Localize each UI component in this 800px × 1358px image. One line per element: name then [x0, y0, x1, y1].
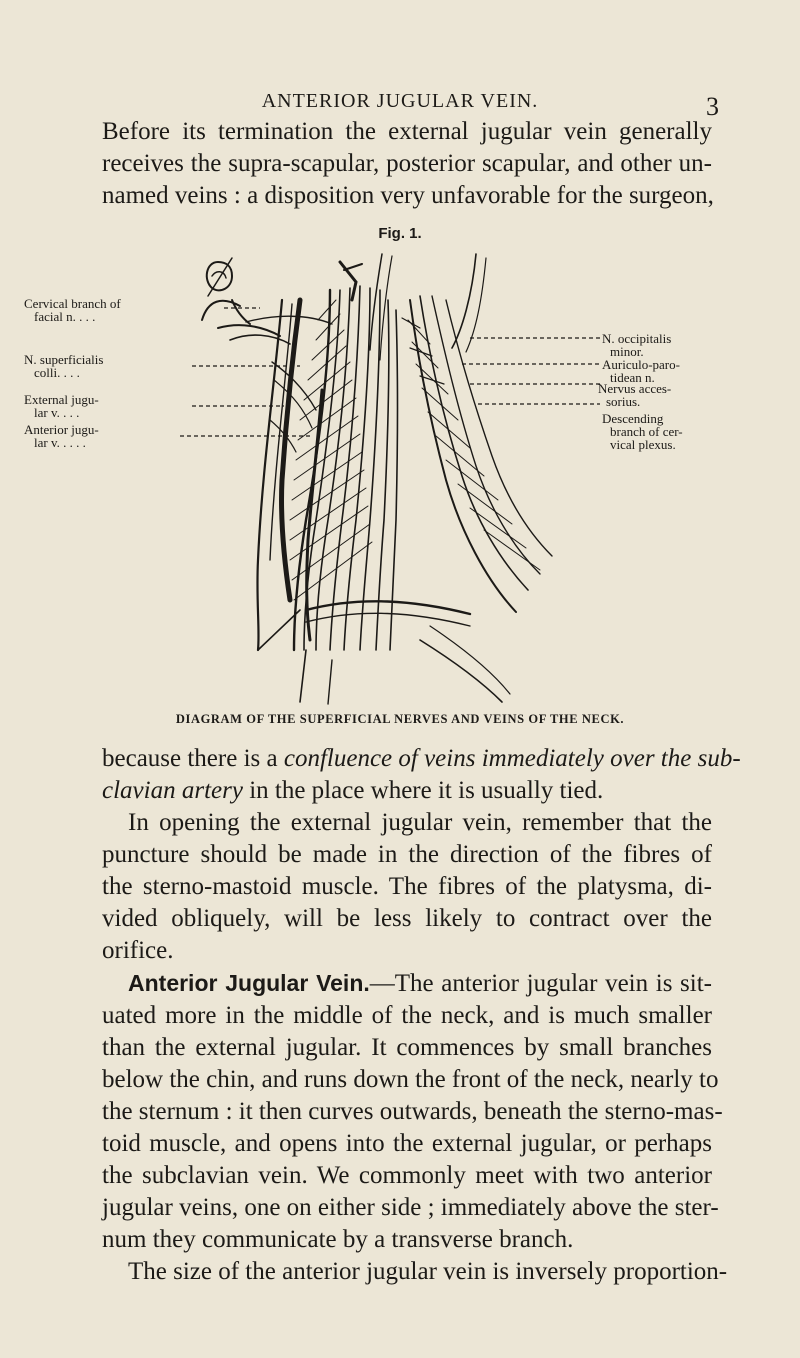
label-line: Auriculo-paro- — [602, 357, 680, 372]
text-line — [102, 743, 741, 775]
text-line: receives the supra-scapular, posterior scapular, and other un- — [102, 150, 712, 177]
text-run: in the place where it is usually tied. — [242, 777, 604, 804]
label-line: N. superficialis — [24, 352, 104, 367]
text-line: In opening the external jugular vein, remember that the — [128, 809, 712, 836]
label-descending-branch — [602, 412, 683, 451]
text-line: The size of the anterior jugular vein is inversely proportion- — [128, 1258, 728, 1285]
label-line: N. occipitalis — [602, 331, 672, 346]
figure-caption: DIAGRAM OF THE SUPERFICIAL NERVES AND VEINS OF THE NECK. — [175, 712, 625, 726]
figure-title: Fig. 1. — [378, 225, 422, 242]
label-line: minor. — [610, 344, 644, 359]
label-line: sorius. — [606, 394, 641, 409]
text-line: uated more in the middle of the neck, and is much smaller — [102, 1002, 712, 1029]
text-line: below the chin, and runs down the front of the neck, nearly to — [102, 1066, 719, 1093]
text-line: Before its termination the external jugular vein generally — [102, 118, 712, 145]
label-line: lar v. . . . — [34, 405, 80, 420]
label-line: colli. . . . — [34, 365, 80, 380]
label-line: Descending — [602, 411, 664, 426]
label-line: Nervus acces- — [598, 381, 672, 396]
text-line — [102, 775, 712, 807]
label-line: tidean n. — [610, 370, 655, 385]
label-external-jugular-vein — [24, 393, 99, 419]
running-title: ANTERIOR JUGULAR VEIN. — [261, 90, 539, 112]
label-line: Anterior jugu- — [24, 422, 99, 437]
text-run-italic: confluence of veins immediately over the sub- — [283, 745, 741, 772]
text-run-italic: clavian artery — [102, 777, 243, 804]
text-line: named veins : a disposition very unfavorable for the surgeon, — [102, 182, 714, 209]
text-line: the subclavian vein. We commonly meet with two anterior — [102, 1162, 712, 1189]
label-line: facial n. . . . — [34, 309, 96, 324]
paragraph-external-jugular — [102, 743, 741, 967]
text-line: orifice. — [102, 937, 174, 964]
text-line: vided obliquely, will be less likely to contract over the — [102, 905, 712, 932]
label-line: External jugu- — [24, 392, 99, 407]
label-n-occipitalis-minor — [602, 332, 671, 358]
text-run: because there is a — [102, 745, 284, 772]
text-line: than the external jugular. It commences by small branches — [102, 1034, 712, 1061]
label-nervus-accessorius — [598, 382, 671, 408]
run-in-heading: Anterior Jugular Vein. — [128, 970, 370, 996]
label-cervical-branch-facial — [24, 297, 121, 323]
text-line: toid muscle, and opens into the external jugular, or perhaps — [102, 1130, 712, 1157]
text-run: —The anterior jugular vein is sit- — [369, 970, 713, 997]
label-line: branch of cer- — [610, 424, 683, 439]
page-number: 3 — [706, 92, 719, 121]
text-line: num they communicate by a transverse branch. — [102, 1226, 574, 1253]
label-line: Cervical branch of — [24, 296, 121, 311]
text-line: the sterno-mastoid muscle. The fibres of the platysma, di- — [102, 873, 712, 900]
text-line: the sternum : it then curves outwards, beneath the sterno-mas- — [102, 1098, 723, 1125]
text-line — [102, 967, 712, 1000]
label-line: vical plexus. — [610, 437, 676, 452]
text-line: puncture should be made in the direction of the fibres of — [102, 841, 712, 868]
label-line: lar v. . . . . — [34, 435, 86, 450]
label-n-superficialis-colli — [24, 353, 103, 379]
paragraph-anterior-jugular — [102, 967, 728, 1288]
label-anterior-jugular-vein — [24, 423, 99, 449]
text-line: jugular veins, one on either side ; immediately above the ster- — [102, 1194, 719, 1221]
